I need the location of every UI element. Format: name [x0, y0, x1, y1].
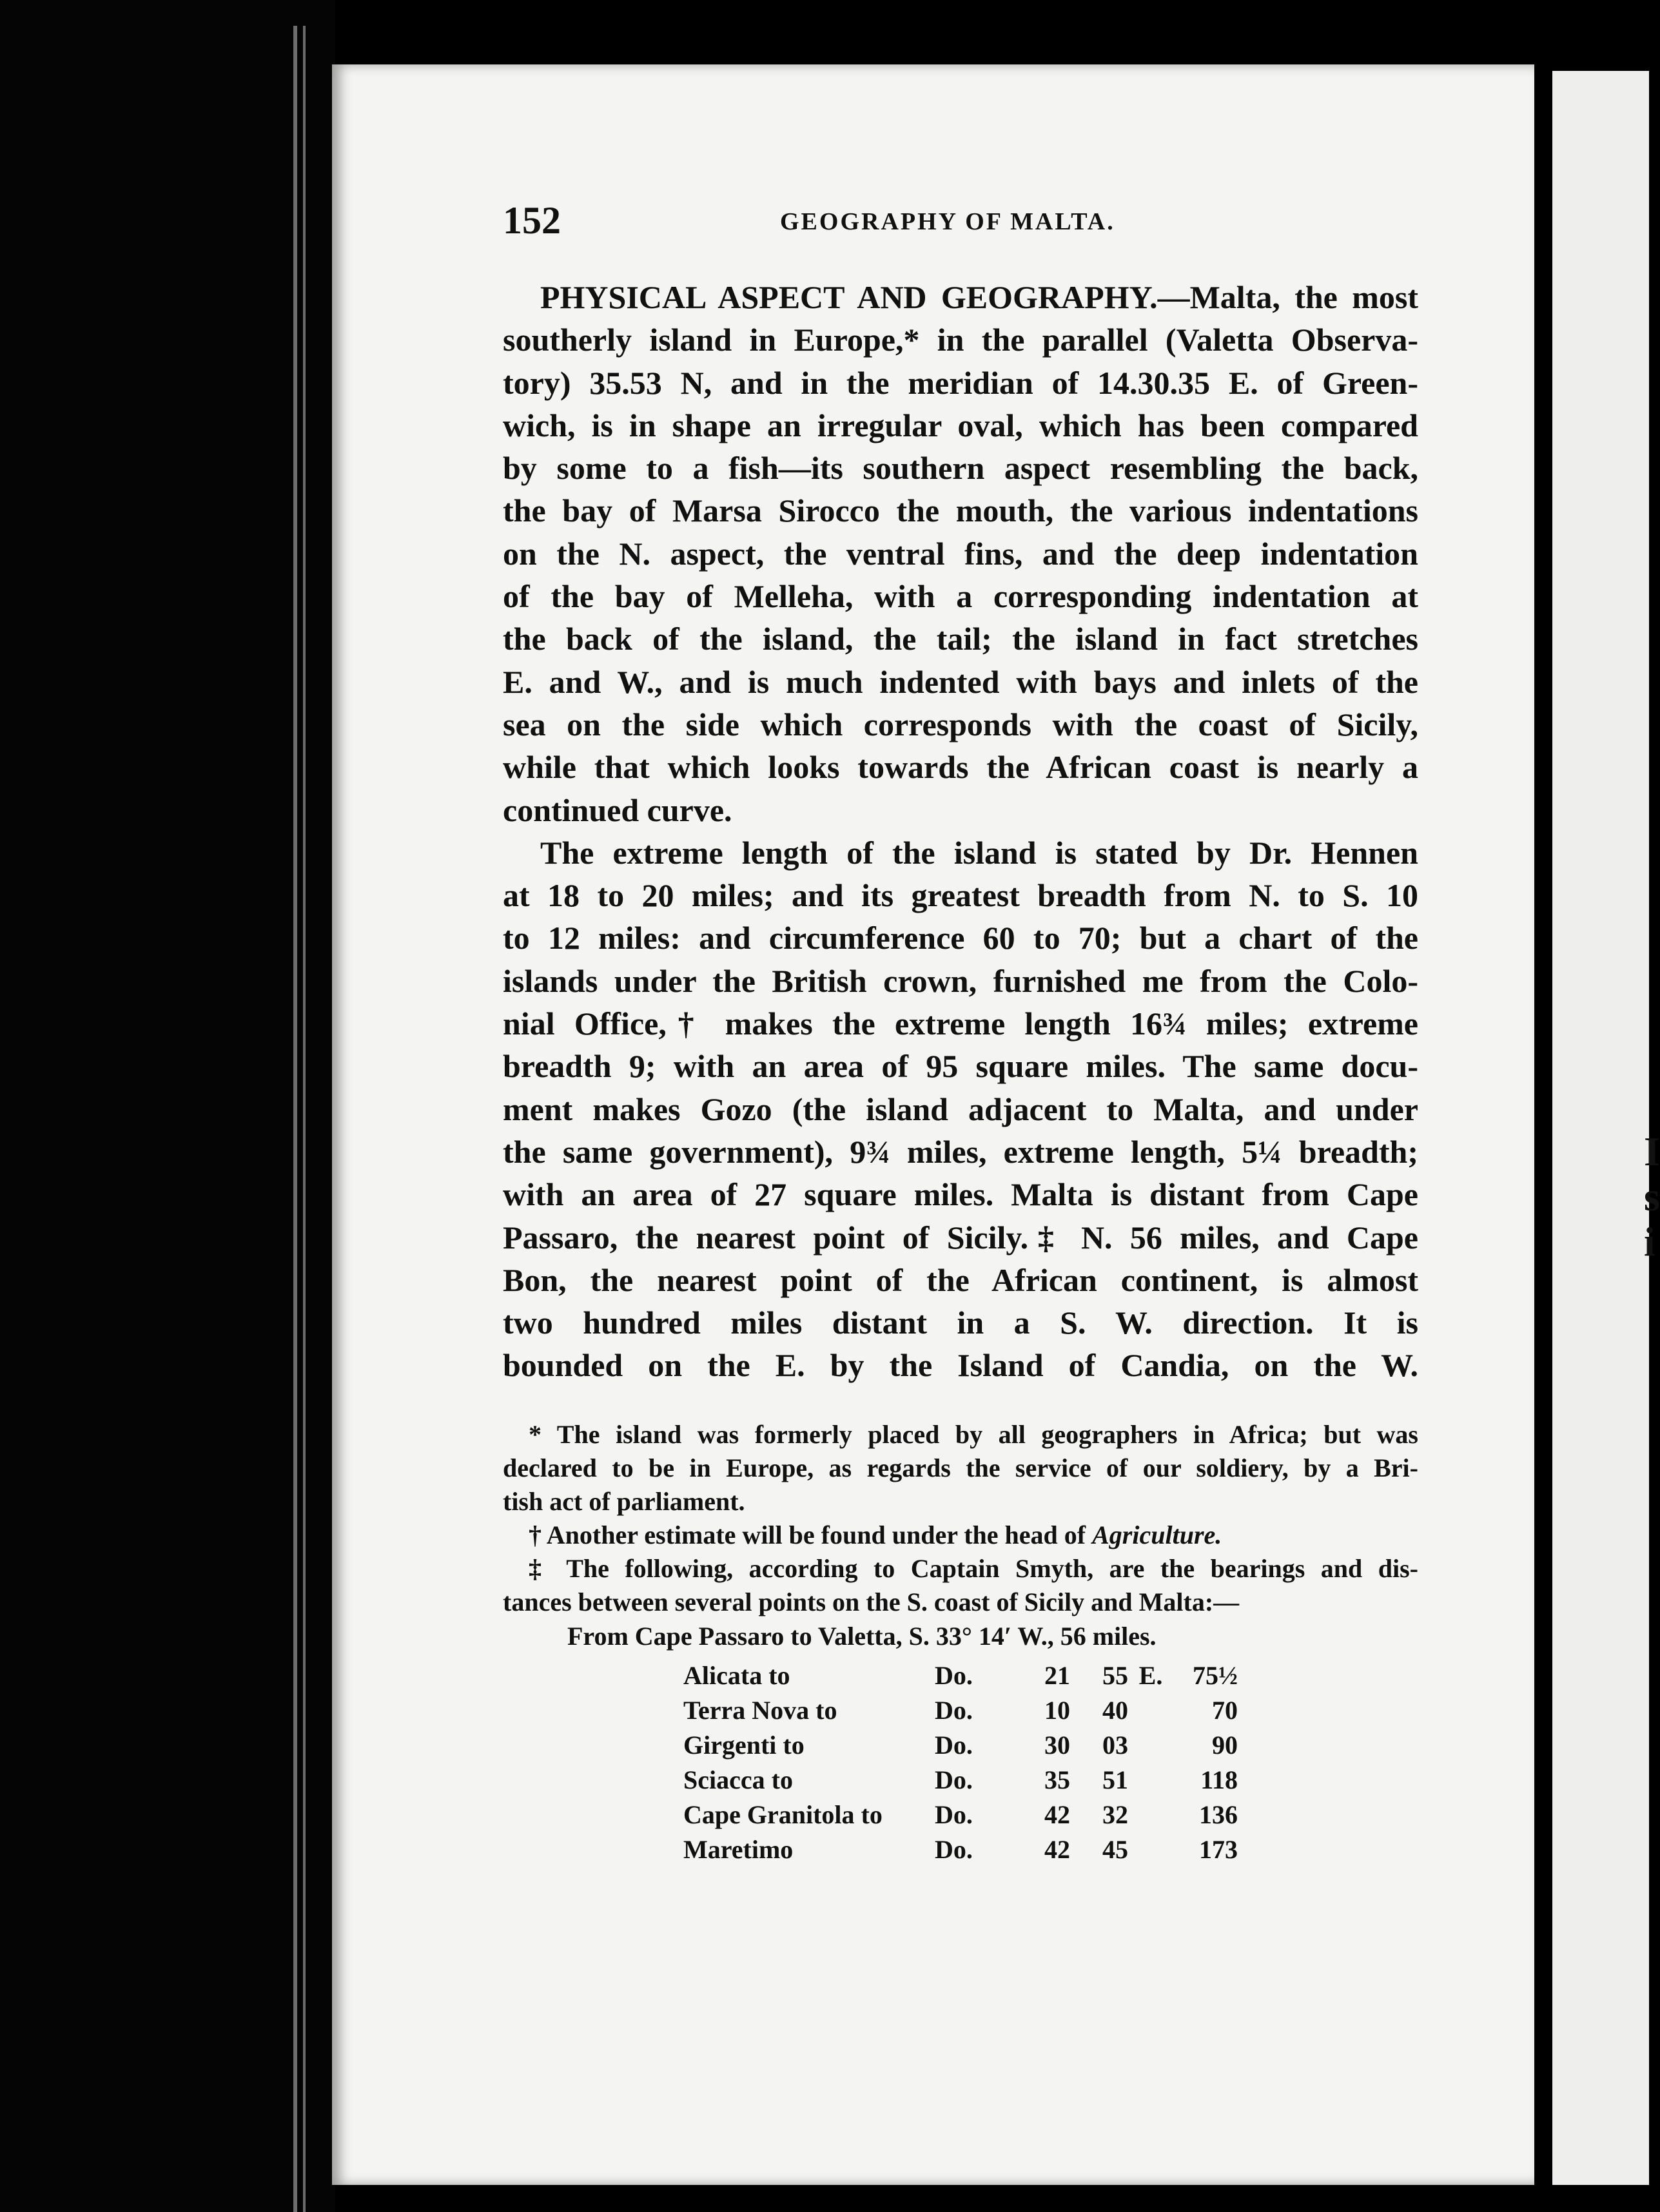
table-cell-place: Sciacca to	[683, 1765, 793, 1794]
table-cell-miles: 118	[1200, 1765, 1238, 1794]
footnote-line	[503, 1518, 1418, 1552]
text-line: while that which looks towards the African coast is nearly a	[503, 749, 1418, 786]
footnote-text: † Another estimate will be found under the head of	[529, 1520, 1093, 1549]
text-line: by some to a fish—its southern aspect resembling the back,	[503, 450, 1418, 487]
table-cell-place: Cape Granitola to	[683, 1800, 883, 1829]
book-binding	[0, 0, 335, 2212]
table-row	[683, 1762, 1238, 1797]
text-line: southerly island in Europe,* in the parallel (Valetta Observa-	[503, 322, 1418, 358]
footnote-line: ‡ The following, according to Captain Smyth, are the bearings and dis-	[529, 1554, 1418, 1583]
footnote-line: tances between several points on the S. coast of Sicily and Malta:—	[503, 1587, 1240, 1616]
table-caption: From Cape Passaro to Valetta, S. 33° 14′ W., 56 miles.	[567, 1622, 1157, 1651]
text-line: of the bay of Melleha, with a corresponding indentation at	[503, 578, 1418, 615]
table-row	[683, 1658, 1238, 1693]
text-line: sea on the side which corresponds with the coast of Sicily,	[503, 706, 1418, 742]
binding-edge	[303, 26, 306, 2212]
body-text	[503, 276, 1418, 1387]
table-cell-place: Terra Nova to	[683, 1695, 837, 1725]
table-cell-deg: 42	[1044, 1834, 1070, 1864]
text-line: ment makes Gozo (the island adjacent to Malta, and under	[503, 1091, 1418, 1127]
table-cell-miles: 136	[1199, 1800, 1238, 1829]
table-cell-dir: E.	[1138, 1660, 1163, 1690]
table-cell-min: 03	[1102, 1730, 1128, 1760]
table-cell-deg: 35	[1044, 1765, 1070, 1794]
text-line: nial Office,† makes the extreme length 16¾ miles; extreme	[503, 1005, 1418, 1042]
table-cell-miles: 70	[1212, 1695, 1238, 1725]
table-cell-place: Maretimo	[683, 1834, 794, 1864]
text-line: two hundred miles distant in a S. W. direction. It is	[503, 1305, 1418, 1341]
table-cell-deg: 42	[1044, 1800, 1070, 1829]
table-cell-miles: 75½	[1193, 1660, 1238, 1690]
table-cell-place: Alicata to	[683, 1660, 790, 1690]
text-line: The extreme length of the island is stated by Dr. Hennen	[540, 834, 1418, 871]
table-cell-do: Do.	[935, 1765, 973, 1794]
text-line: the same government), 9¾ miles, extreme length, 5¼ breadth;	[503, 1133, 1418, 1170]
text-line: to 12 miles: and circumference 60 to 70; but a chart of the	[503, 920, 1418, 956]
footnote-italic-term: Agriculture.	[1092, 1520, 1222, 1549]
table-cell-do: Do.	[935, 1800, 973, 1829]
table-cell-min: 45	[1102, 1834, 1128, 1864]
table-cell-deg: 10	[1044, 1695, 1070, 1725]
table-cell-place: Girgenti to	[683, 1730, 805, 1760]
text-line: at 18 to 20 miles; and its greatest breadth from N. to S. 10	[503, 877, 1418, 914]
table-cell-min: 40	[1102, 1695, 1128, 1725]
text-line: with an area of 27 square miles. Malta is distant from Cape	[503, 1176, 1418, 1213]
footnotes	[503, 1418, 1418, 1619]
table-cell-dir	[1128, 1693, 1173, 1727]
table-cell-dir	[1128, 1762, 1173, 1797]
table-cell-dir	[1128, 1832, 1173, 1867]
footnote-line: declared to be in Europe, as regards the service of our soldiery, by a Bri-	[503, 1453, 1418, 1482]
table-cell-min: 51	[1102, 1765, 1128, 1794]
text-line: E. and W., and is much indented with bays and inlets of the	[503, 663, 1418, 700]
text-line: the bay of Marsa Sirocco the mouth, the various indentations	[503, 492, 1418, 529]
text-line: wich, is in shape an irregular oval, which has been compared	[503, 407, 1418, 443]
running-head	[503, 199, 1418, 244]
table-cell-miles: 173	[1199, 1834, 1238, 1864]
table-cell-do: Do.	[935, 1730, 973, 1760]
facing-page-edge: I s i	[1552, 71, 1649, 2185]
text-line: on the N. aspect, the ventral fins, and the deep indentation	[503, 535, 1418, 572]
table-cell-do: Do.	[935, 1660, 973, 1690]
table-row	[683, 1693, 1238, 1727]
table-cell-deg: 21	[1044, 1660, 1070, 1690]
table-cell-dir	[1128, 1727, 1173, 1762]
table-cell-do: Do.	[935, 1834, 973, 1864]
table-cell-deg: 30	[1044, 1730, 1070, 1760]
text-line: the back of the island, the tail; the island in fact stretches	[503, 621, 1418, 657]
text-line: islands under the British crown, furnished me from the Colo-	[503, 962, 1418, 999]
table-cell-do: Do.	[935, 1695, 973, 1725]
bearings-table	[683, 1658, 1238, 1867]
table-cell-min: 55	[1102, 1660, 1128, 1690]
text-line: PHYSICAL ASPECT AND GEOGRAPHY.—Malta, the most	[540, 279, 1418, 315]
page-number: 152	[503, 199, 561, 242]
text-line: Passaro, the nearest point of Sicily.‡ N. 56 miles, and Cape	[503, 1219, 1418, 1256]
table-cell-min: 32	[1102, 1800, 1128, 1829]
text-line: bounded on the E. by the Island of Candia, on the W.	[503, 1347, 1418, 1384]
text-line: tory) 35.53 N, and in the meridian of 14.30.35 E. of Green-	[503, 364, 1418, 401]
text-line: breadth 9; with an area of 95 square miles. The same docu-	[503, 1048, 1418, 1085]
table-row	[683, 1727, 1238, 1762]
table-cell-miles: 90	[1212, 1730, 1238, 1760]
running-title: GEOGRAPHY OF MALTA.	[780, 208, 1115, 235]
table-cell-dir	[1128, 1797, 1173, 1832]
footnote-line: * The island was formerly placed by all geographers in Africa; but was	[529, 1420, 1418, 1449]
table-row	[683, 1797, 1238, 1832]
footnote-line: tish act of parliament.	[503, 1487, 745, 1516]
text-line: continued curve.	[503, 791, 732, 828]
binding-edge	[293, 26, 297, 2212]
text-line: Bon, the nearest point of the African continent, is almost	[503, 1261, 1418, 1298]
table-row	[683, 1832, 1238, 1867]
